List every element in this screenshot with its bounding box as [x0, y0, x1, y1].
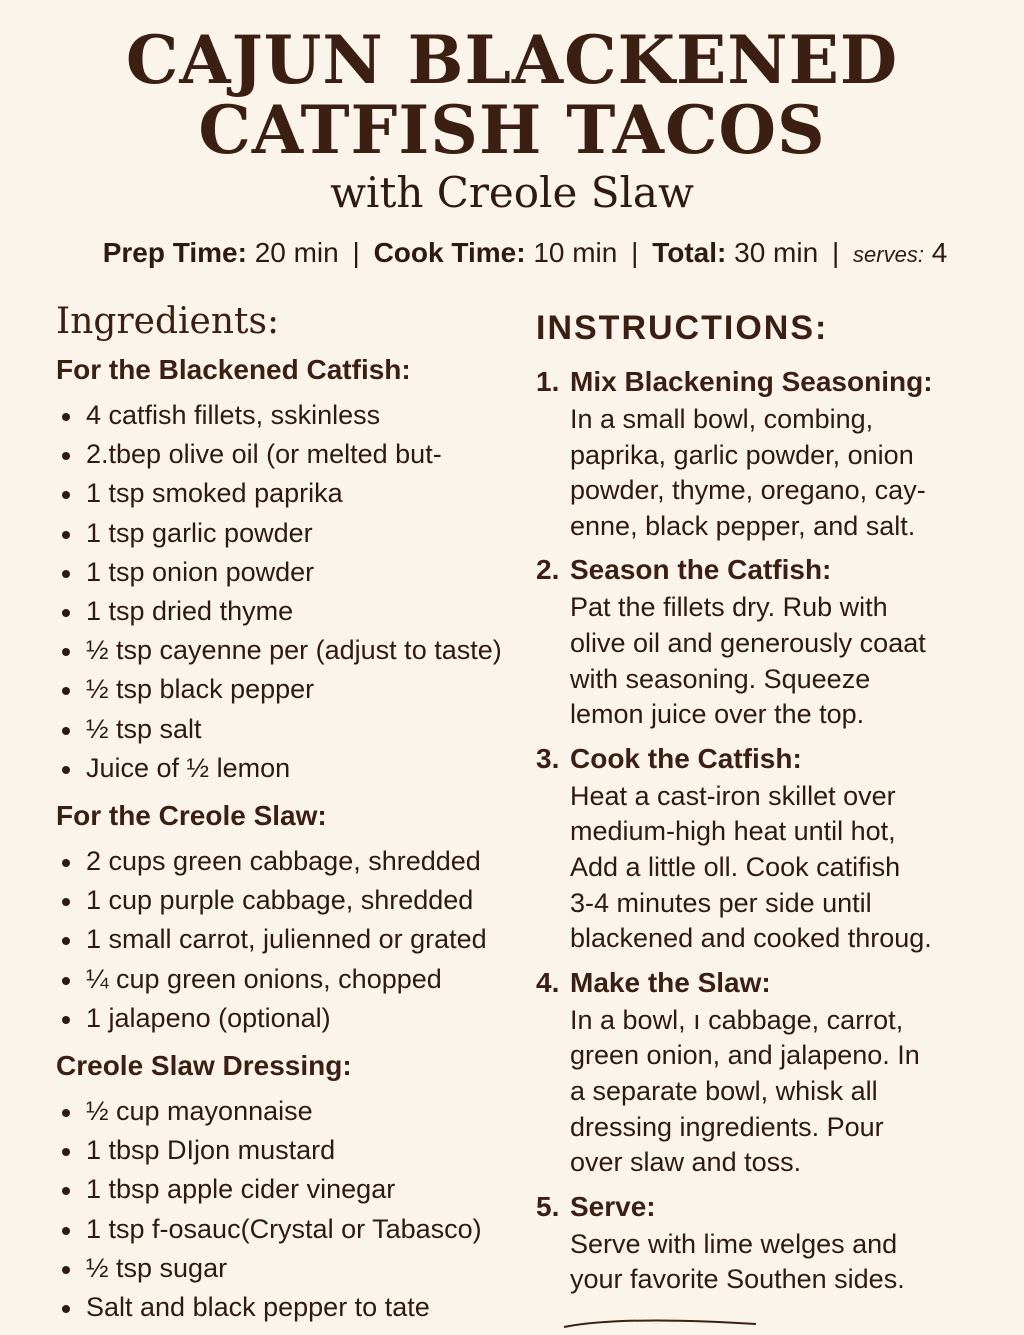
ingredient-item: ½ tsp salt: [56, 710, 526, 749]
ingredients-column: [56, 298, 526, 1335]
step-line: medium-high heat until hot,: [570, 816, 896, 847]
ingredient-item: 1 tsp smoked paprika: [56, 474, 526, 513]
step-line: dressing ingredients. Pour: [570, 1111, 884, 1142]
step-number: 1.: [536, 366, 560, 397]
step-line: green onion, and jalapeno. In: [570, 1040, 920, 1071]
step-number: 4.: [536, 966, 560, 998]
step-number: 2.: [536, 554, 560, 586]
ingredient-item: 1 jalapeno (optional): [56, 999, 526, 1038]
ingredient-section-dressing: [56, 1046, 526, 1327]
total-time-label: Total:: [652, 237, 727, 268]
ingredient-item: ¼ cup green onions, chopped: [56, 960, 526, 999]
step-title-text: Cook the Catfish:: [570, 742, 802, 774]
step-number: 5.: [536, 1190, 560, 1222]
ingredient-item: Salt and black pepper to tate: [56, 1288, 526, 1327]
cook-time-value: 10 min: [533, 237, 618, 268]
ingredient-item: 1 tsp f-osauc(Crystal or Tabasco): [56, 1210, 526, 1249]
instruction-step: [536, 963, 976, 1181]
section-heading: Creole Slaw Dressing:: [56, 1050, 352, 1082]
step-title: [536, 550, 976, 590]
step-title-text: Serve:: [570, 1190, 656, 1222]
ingredient-item: ½ tsp black pepper: [56, 670, 526, 709]
ingredient-item: 1 tbsp apple cider vinegar: [56, 1170, 526, 1209]
step-title: [536, 739, 976, 779]
step-line: with seasoning. Squeeze: [570, 663, 871, 694]
meta-separator: |: [352, 237, 360, 268]
step-line: lemon juice over the top.: [570, 699, 865, 730]
decorative-flourish: [560, 1316, 760, 1328]
step-line: 3-4 minutes per side until: [570, 887, 872, 918]
step-body: [536, 1003, 976, 1181]
step-line: paprika, garlic powder, onion: [570, 439, 914, 470]
ingredient-list: [56, 842, 526, 1038]
ingredient-item: 1 tsp garlic powder: [56, 514, 526, 553]
step-title-text: Mix Blackening Seasoning:: [570, 366, 933, 397]
cook-time-label: Cook Time:: [373, 237, 526, 268]
recipe-title-line-1: CAJUN BLACKENED: [125, 21, 899, 99]
instruction-step: [536, 550, 976, 732]
serves-label: serves:: [853, 242, 924, 267]
instruction-step: [536, 362, 976, 544]
ingredient-item: 1 tbsp DIjon mustard: [56, 1131, 526, 1170]
step-body: [536, 1227, 976, 1298]
step-body: [536, 590, 976, 732]
total-time-value: 30 min: [734, 237, 819, 268]
instructions-column: [536, 304, 976, 1304]
ingredient-item: ½ cup mayonnaise: [56, 1092, 526, 1131]
step-line: enne, black pepper, and salt.: [570, 510, 916, 541]
step-title-text: Make the Slaw:: [570, 966, 771, 998]
step-line: Pat the fillets dry. Rub with: [570, 592, 888, 623]
step-body: [536, 779, 976, 957]
ingredient-item: 2.tbep olive oil (or melted but-: [56, 435, 526, 474]
step-line: In a bowl, ı cabbage, carrot,: [570, 1004, 904, 1035]
meta-separator: |: [831, 237, 840, 268]
section-heading: For the Creole Slaw:: [56, 800, 327, 832]
step-line: olive oil and generously coaat: [570, 627, 926, 658]
instructions-heading: INSTRUCTIONS:: [536, 309, 829, 347]
ingredient-item: 1 small carrot, julienned or grated: [56, 920, 526, 959]
ingredients-heading: Ingredients:: [56, 301, 280, 342]
step-line: your favorite Southen sides.: [570, 1264, 905, 1295]
serves-value: 4: [931, 237, 948, 268]
ingredient-section-slaw: [56, 796, 526, 1038]
ingredient-item: 4 catfish fillets, sskinless: [56, 396, 526, 435]
ingredient-list: [56, 1092, 526, 1327]
step-line: over slaw and toss.: [570, 1147, 802, 1178]
ingredient-item: ½ tsp cayenne per (adjust to taste): [56, 631, 526, 670]
instruction-step: [536, 1187, 976, 1298]
step-line: blackened and cooked throug.: [570, 923, 932, 954]
ingredient-section-catfish: [56, 350, 526, 788]
step-line: powder, thyme, oregano, cay-: [570, 475, 926, 506]
step-title: [536, 963, 976, 1003]
ingredient-item: 2 cups green cabbage, shredded: [56, 842, 526, 881]
recipe-subtitle: with Creole Slaw: [330, 168, 694, 217]
step-line: Add a little oll. Cook catifish: [570, 851, 901, 882]
recipe-meta-bar: [0, 234, 1024, 274]
step-title-text: Season the Catfish:: [570, 554, 832, 586]
step-title: [536, 362, 976, 402]
ingredient-item: ½ tsp sugar: [56, 1249, 526, 1288]
step-line: In a small bowl, combing,: [570, 404, 874, 434]
step-line: Heat a cast-iron skillet over: [570, 780, 896, 811]
section-heading: For the Blackened Catfish:: [56, 354, 411, 385]
step-line: Serve with lime welges and: [570, 1228, 898, 1259]
ingredient-item: 1 tsp onion powder: [56, 553, 526, 592]
ingredient-list: [56, 396, 526, 788]
instruction-step: [536, 739, 976, 957]
meta-separator: |: [631, 237, 639, 268]
step-title: [536, 1187, 976, 1227]
prep-time-value: 20 min: [254, 237, 339, 268]
step-line: a separate bowl, whisk all: [570, 1075, 878, 1106]
ingredient-item: 1 cup purple cabbage, shredded: [56, 881, 526, 920]
step-body: [536, 402, 976, 544]
ingredient-item: 1 tsp dried thyme: [56, 592, 526, 631]
recipe-title-line-2: CATFISH TACOS: [198, 91, 826, 169]
step-number: 3.: [536, 742, 560, 774]
prep-time-label: Prep Time:: [102, 237, 247, 268]
ingredient-item: Juice of ½ lemon: [56, 749, 526, 788]
